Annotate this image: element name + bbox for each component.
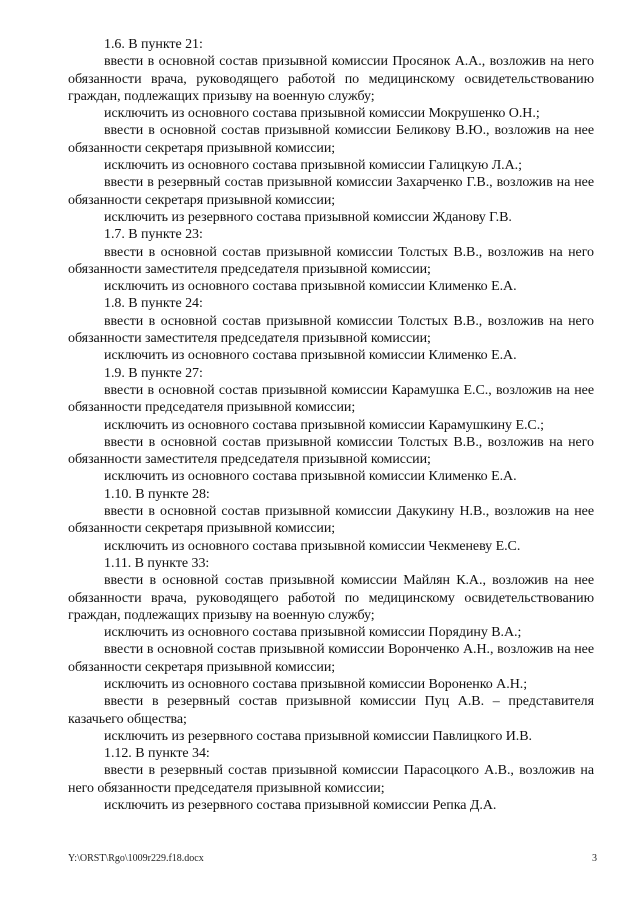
paragraph: ввести в основной состав призывной комиссии Толстых В.В., возложив на него обязанности заместителя председателя призывной комиссии; (68, 434, 594, 468)
section-heading: 1.6. В пункте 21: (104, 37, 203, 52)
paragraph: исключить из резервного состава призывной комиссии Репка Д.А. (104, 798, 497, 814)
section-heading: 1.11. В пункте 33: (104, 555, 210, 571)
paragraph: исключить из резервного состава призывной комиссии Павлицкого И.В. (104, 728, 532, 744)
section-heading: 1.7. В пункте 23: (104, 227, 203, 243)
page-number: 3 (592, 853, 597, 864)
paragraph: ввести в основной состав призывной комиссии Карамушка Е.С., возложив на нее обязанности председателя призывной комиссии; (68, 382, 594, 416)
paragraph: ввести в основной состав призывной комиссии Толстых В.В., возложив на него обязанности заместителя председателя призывной комиссии; (68, 244, 594, 277)
paragraph: ввести в основной состав призывной комиссии Воронченко А.Н., возложив на нее обязанности секретаря призывной комиссии; (68, 642, 594, 675)
paragraph: исключить из основного состава призывной комиссии Карамушкину Е.С.; (104, 417, 544, 433)
paragraph: исключить из основного состава призывной комиссии Клименко Е.А. (104, 279, 517, 295)
paragraph: исключить из резервного состава призывной комиссии Жданову Г.В. (104, 209, 512, 225)
paragraph: исключить из основного состава призывной комиссии Галицкую Л.А.; (104, 158, 522, 174)
paragraph: ввести в основной состав призывной комиссии Майлян К.А., возложив на нее обязанности врача, руководящего работой по медицинскому освидетельствованию граждан, подлежащих призыву на военную службу; (68, 573, 594, 623)
paragraph: ввести в основной состав призывной комиссии Толстых В.В., возложив на него обязанности заместителя председателя призывной комиссии; (68, 313, 594, 347)
paragraph: исключить из основного состава призывной комиссии Клименко Е.А. (104, 348, 517, 364)
paragraph: исключить из основного состава призывной комиссии Вороненко А.Н.; (104, 676, 528, 692)
section-heading: 1.8. В пункте 24: (104, 296, 203, 312)
paragraph: ввести в основной состав призывной комиссии Беликову В.Ю., возложив на нее обязанности секретаря призывной комиссии; (68, 123, 594, 156)
section-heading: 1.12. В пункте 34: (104, 746, 210, 762)
paragraph: исключить из основного состава призывной комиссии Порядину В.А.; (104, 625, 522, 641)
section-heading: 1.10. В пункте 28: (104, 486, 210, 502)
paragraph: исключить из основного состава призывной комиссии Мокрушенко О.Н.; (104, 106, 540, 122)
paragraph: ввести в резервный состав призывной комиссии Парасоцкого А.В., возложив на него обязанности председателя призывной комиссии; (68, 763, 594, 796)
document-body (68, 36, 594, 814)
paragraph: исключить из основного состава призывной комиссии Клименко Е.А. (104, 469, 517, 485)
section-heading: 1.9. В пункте 27: (104, 365, 203, 381)
paragraph: ввести в резервный состав призывной комиссии Пуц А.В. – представителя казачьего общества; (68, 694, 594, 727)
paragraph: ввести в основной состав призывной комиссии Просянок А.А., возложив на него обязанности врача, руководящего работой по медицинскому освидетельствованию граждан, подлежащих призыву на военную службу; (68, 54, 594, 104)
paragraph: ввести в резервный состав призывной комиссии Захарченко Г.В., возложив на нее обязанности секретаря призывной комиссии; (68, 175, 594, 208)
footer-file-path: Y:\ORST\Rgo\1009r229.f18.docx (68, 853, 204, 864)
paragraph: ввести в основной состав призывной комиссии Дакукину Н.В., возложив на нее обязанности секретаря призывной комиссии; (68, 504, 594, 537)
paragraph: исключить из основного состава призывной комиссии Чекменеву Е.С. (104, 538, 521, 554)
